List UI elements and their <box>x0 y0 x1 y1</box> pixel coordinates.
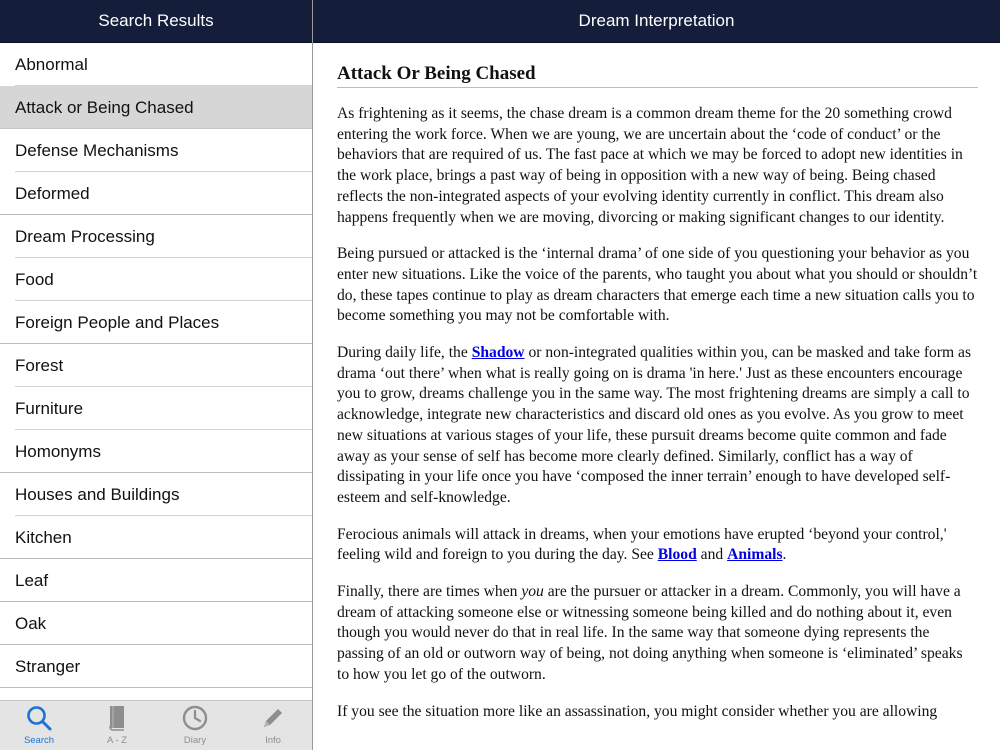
tab-label: Diary <box>183 735 207 746</box>
list-item-label: Attack or Being Chased <box>15 97 194 117</box>
search-results-list[interactable] <box>0 43 312 700</box>
list-item[interactable] <box>0 301 312 344</box>
emphasis-text: you <box>521 583 544 601</box>
list-item-label: Deformed <box>15 183 90 203</box>
list-item[interactable] <box>0 215 312 258</box>
list-item[interactable] <box>0 172 312 215</box>
article-heading: Attack Or Being Chased <box>337 63 978 88</box>
article-paragraph <box>337 582 978 686</box>
clock-icon <box>180 703 210 733</box>
text-segment: and <box>696 546 728 564</box>
list-item[interactable] <box>0 344 312 387</box>
sidebar <box>0 0 313 750</box>
tab-a-z[interactable] <box>78 701 156 750</box>
list-item-label: Food <box>15 269 54 289</box>
list-item-label: Dream Processing <box>15 226 155 246</box>
article-paragraph <box>337 525 978 566</box>
list-item-label: Oak <box>15 613 47 633</box>
tab-bar <box>0 700 312 750</box>
tab-diary[interactable] <box>156 701 234 750</box>
list-item[interactable] <box>0 43 312 86</box>
text-segment: Finally, there are times when <box>337 583 522 601</box>
pencil-icon <box>258 703 288 733</box>
list-item[interactable] <box>0 258 312 301</box>
book-icon <box>102 703 132 733</box>
animals-link[interactable]: Animals <box>727 546 783 564</box>
text-segment: During daily life, the <box>337 344 472 362</box>
list-item-label: Kitchen <box>15 527 72 547</box>
article-paragraph <box>337 343 978 509</box>
list-item-label: Defense Mechanisms <box>15 140 179 160</box>
tab-label: A - Z <box>106 735 128 746</box>
list-item[interactable] <box>0 645 312 688</box>
text-segment: Ferocious animals will attack in dreams, when your emotions have erupted ‘beyond your control,' feeling wild and foreign to you during the day. See <box>337 525 947 564</box>
list-item-label: Forest <box>15 355 64 375</box>
blood-link[interactable]: Blood <box>657 546 697 564</box>
detail-pane <box>313 0 1000 750</box>
article-paragraph: Being pursued or attacked is the ‘internal drama’ of one side of you questioning your behavior as you enter new situations. Like the voice of the parents, who taught you about what you should or shouldn’t do, these tapes continue to play as dream characters that emerge each time a new situation calls you to become something you may not be comfortable with. <box>337 245 978 325</box>
sidebar-title: Search Results <box>0 0 312 43</box>
article-body[interactable] <box>313 43 1000 750</box>
list-item-selected[interactable] <box>0 86 312 129</box>
list-item-label: Leaf <box>15 570 49 590</box>
list-item[interactable] <box>0 129 312 172</box>
text-segment: are the pursuer or attacker in a dream. Commonly, you will have a dream of attacking someone else or witnessing someone being killed and do nothing about it, even though you would never do that in real life. In the same way that someone dying represents the passing of an old or outworn way of being, not doing anything when someone is ‘eliminated’ speaks to how you let go of the outworn. <box>337 583 963 683</box>
list-item[interactable] <box>0 430 312 473</box>
list-item[interactable] <box>0 516 312 559</box>
text-segment: . <box>782 546 787 564</box>
tab-label: Info <box>265 735 281 746</box>
article-paragraph: As frightening as it seems, the chase dream is a common dream theme for the 20 something crowd entering the work force. When we are young, we are uncertain about the ‘code of conduct’ or the behaviors that are required of us. The fast pace at which we may be forced to adopt new identities in the work place, brings a past way of being in opposition with a new way of being. Being chased reflects the non-integrated aspects of your evolving identity currently in conflict. This dream also happens frequently when we are moving, divorcing or making significant changes to our identity. <box>337 105 963 226</box>
list-item[interactable] <box>0 559 312 602</box>
tab-search[interactable] <box>0 701 78 750</box>
shadow-link[interactable]: Shadow <box>471 344 525 362</box>
list-item-label: Stranger <box>15 656 81 676</box>
article-paragraph: If you see the situation more like an assassination, you might consider whether you are allowing <box>337 702 938 720</box>
list-item[interactable] <box>0 473 312 516</box>
text-segment: or non-integrated qualities within you, can be masked and take form as drama ‘out there’ when what is really going on is drama 'in here.' Just as these encounters encourage you to grow, dreams challenge you in the same way. The most frightening dreams are simply a call to acknowledge, integrate new characteristics and discard old ones as you evolve. As you grow to meet new situations at various stages of your life, these pursuit dreams become quite common and fade away as your sense of self has become more clearly defined. Similarly, conflict has a way of dissipating in your life once you have ‘composed the inner terrain’ enough to have developed self-esteem and self-knowledge. <box>337 344 972 506</box>
list-item-label: Furniture <box>15 398 84 418</box>
list-item-label: Foreign People and Places <box>15 312 220 332</box>
list-item-label: Houses and Buildings <box>15 484 180 504</box>
list-item-label: Abnormal <box>15 54 88 74</box>
list-item-label: Homonyms <box>15 441 101 461</box>
page-title: Dream Interpretation <box>313 0 1000 43</box>
list-item[interactable] <box>0 387 312 430</box>
list-item[interactable] <box>0 602 312 645</box>
tab-info[interactable] <box>234 701 312 750</box>
tab-label: Search <box>23 735 55 746</box>
search-icon <box>24 703 54 733</box>
